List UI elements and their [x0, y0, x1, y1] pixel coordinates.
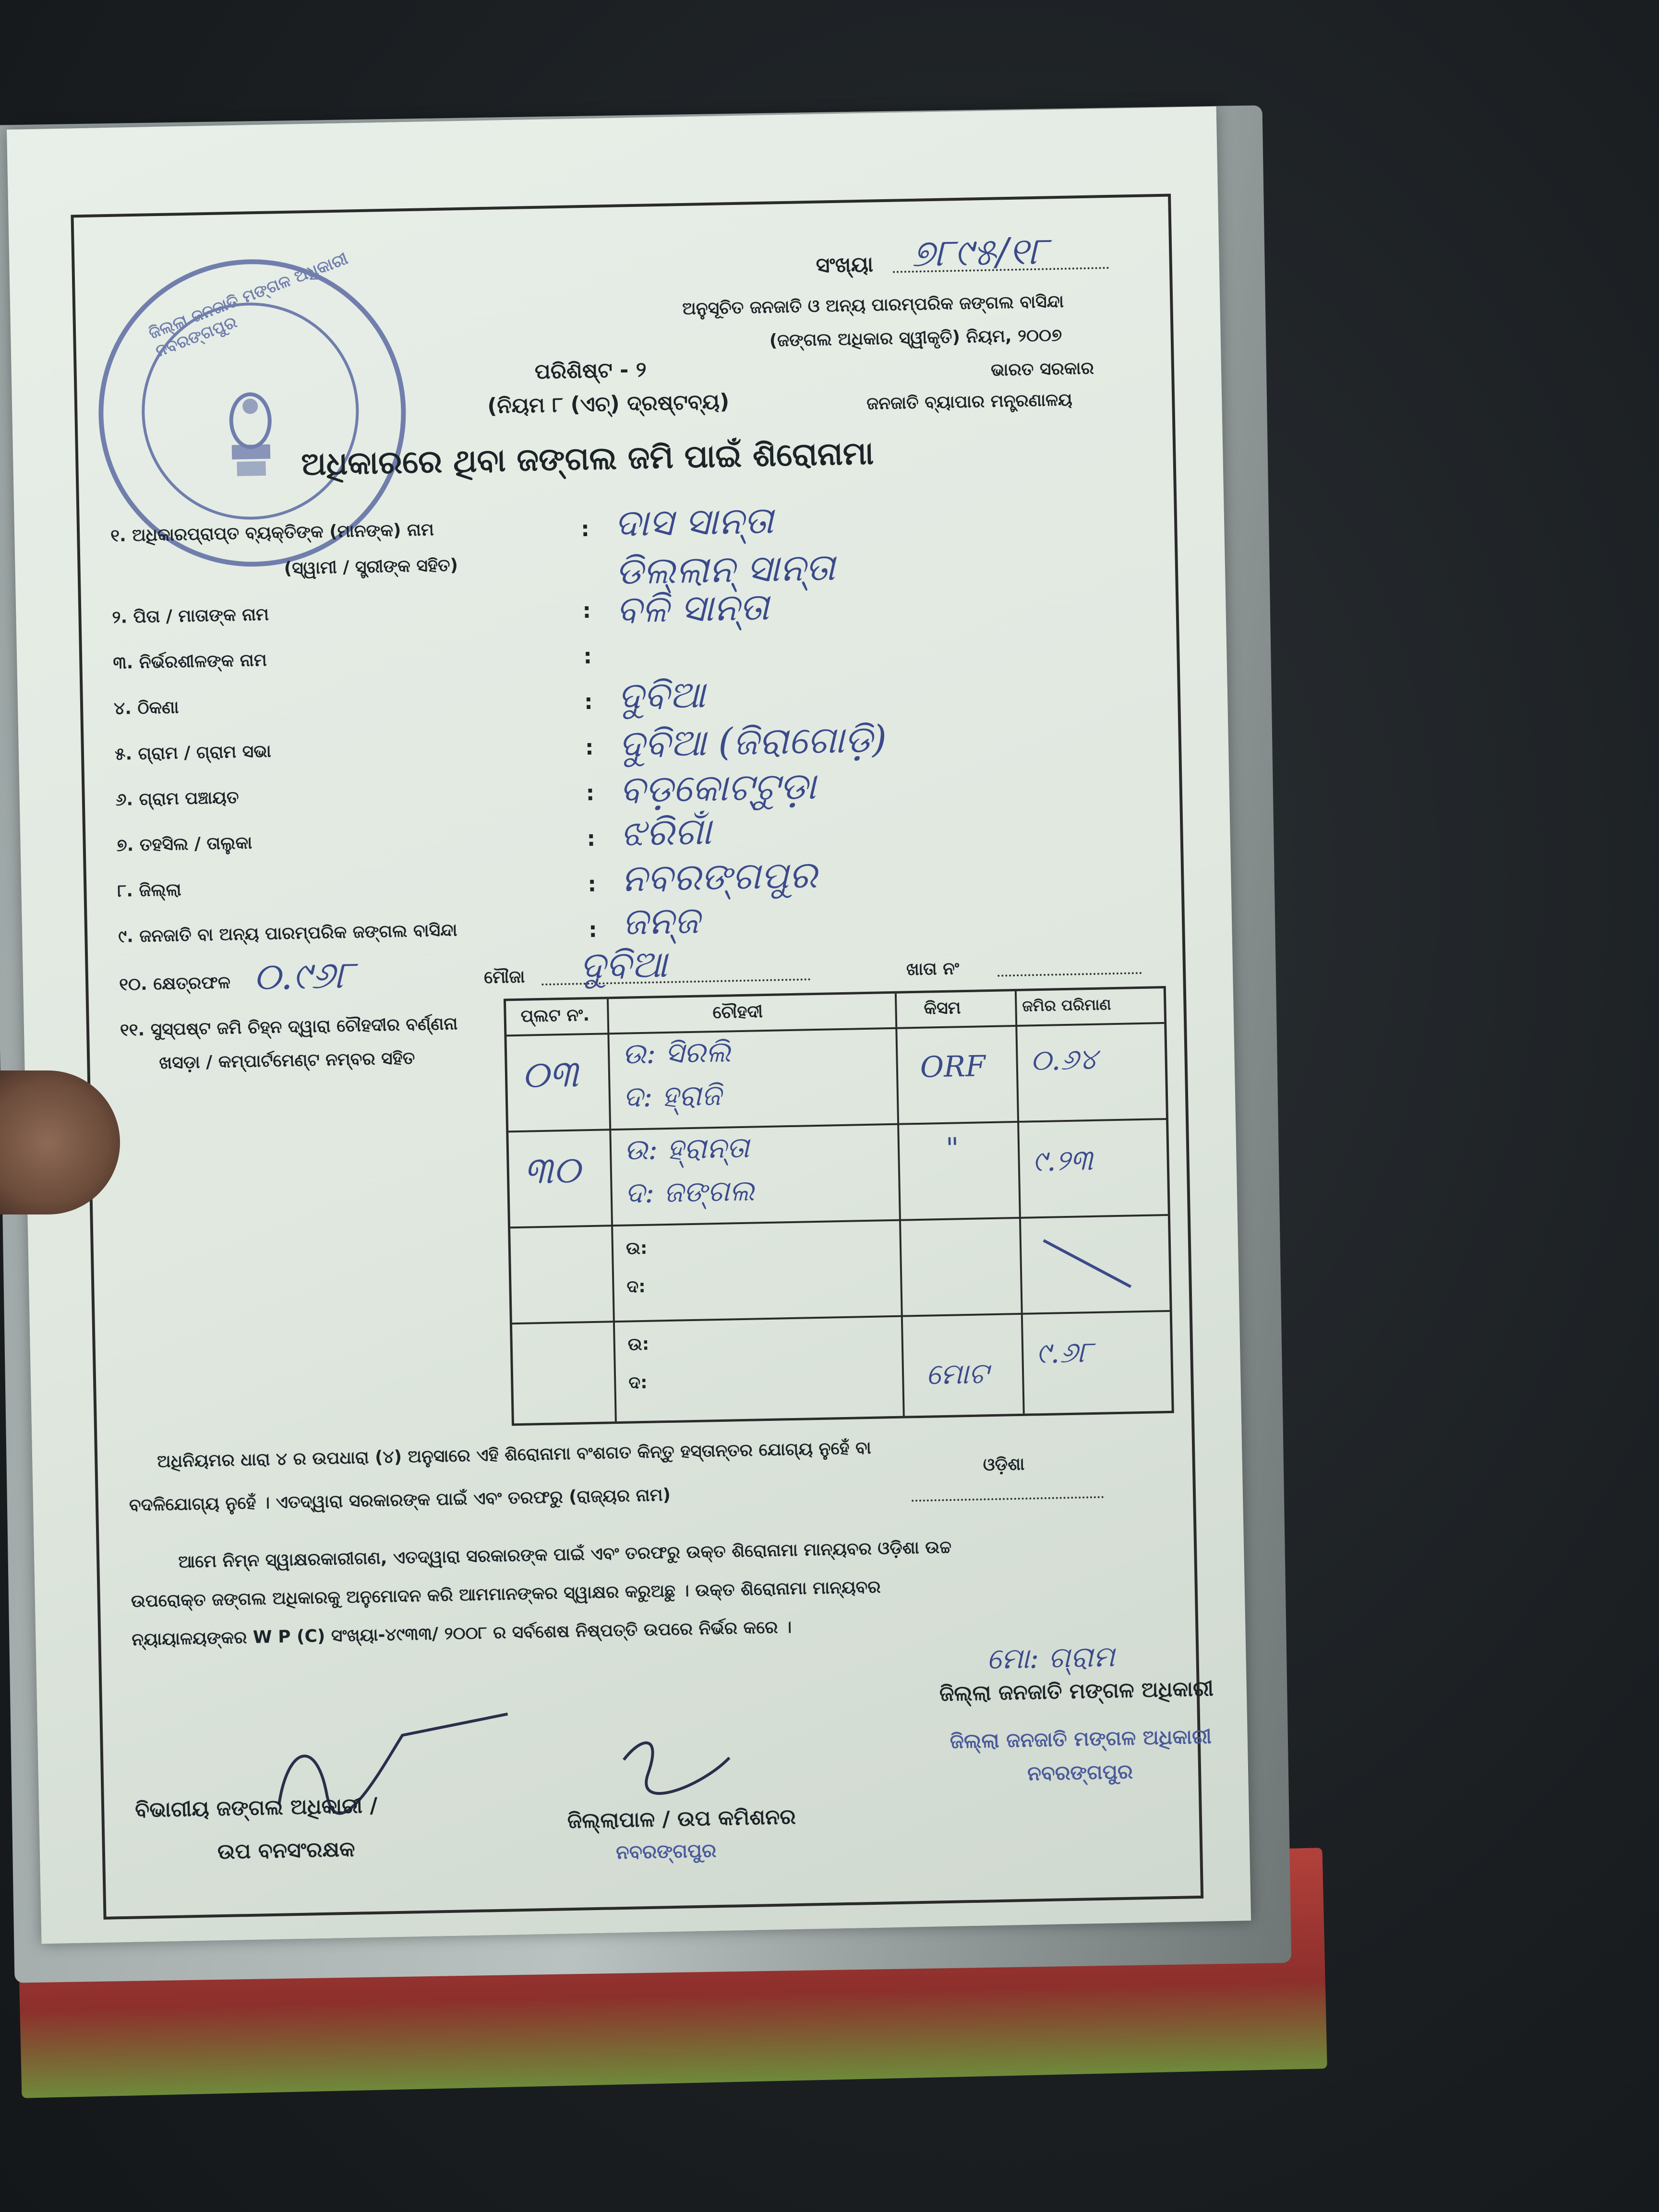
colon: : [587, 826, 596, 852]
government-label: ଭାରତ ସରକାର [990, 358, 1094, 380]
area-value: ୦.୯୬୮ [253, 953, 355, 999]
field-value-panchayat: ବଡ଼କୋଟ୍ଟୁଡ଼ା [619, 764, 817, 812]
table-header-kisam: କିସମ [924, 998, 961, 1019]
field-value-spouse: ଡିଲ୍ଲାନ୍ ସାନ୍ତା [615, 546, 836, 593]
field-label-parent: ୨. ପିତା / ମାତାଙ୍କ ନାମ [112, 604, 269, 627]
field-label-holder-name: ୧. ଅଧିକାରପ୍ରାପ୍ତ ବ୍ୟକ୍ତିଙ୍କ (ମାନଙ୍କ) ନାମ [110, 520, 434, 546]
title-certificate-card [7, 107, 1251, 1944]
table-row-2-north: ଉ: ହ୍ରାନ୍ତା [624, 1130, 750, 1167]
field-value-tehsil: ଝରିଗାଁ [620, 810, 712, 855]
table-col-divider [1015, 991, 1025, 1414]
table-row-1-area: ୦.୬୪ [1030, 1042, 1097, 1078]
strike-mark-icon [1038, 1229, 1136, 1298]
colon: : [580, 517, 590, 542]
table-row-2-area: ୯.୨୩ [1032, 1143, 1094, 1178]
khata-label: ଖାତା ନଂ [906, 959, 960, 980]
field-label-dependents: ୩. ନିର୍ଭରଶୀଳଙ୍କ ନାମ [112, 650, 267, 673]
table-header-plot: ପ୍ଲଟ ନଂ. [520, 1005, 590, 1026]
rule-reference: (ନିୟମ ୮ (ଏଚ୍) ଦ୍ରଷ୍ଟବ୍ୟ) [487, 389, 730, 419]
footer-para2-line1: ଆମେ ନିମ୍ନ ସ୍ୱାକ୍ଷରକାରୀଗଣ, ଏତଦ୍ୱାରା ସରକାରଙ୍କ ପାଇଁ ଏବଂ ତରଫରୁ ଉକ୍ତ ଶିରୋନାମା ମାନ୍ୟବର ଓଡ଼ିଶା ଉଚ୍ଚ [178, 1537, 952, 1572]
mouza-value: ଦୁବିଆ [579, 942, 668, 988]
signatory-right: ଜିଲ୍ଲା ଜନଜାତି ମଙ୍ଗଳ ଅଧିକାରୀ [939, 1676, 1214, 1707]
serial-label: ସଂଖ୍ୟା [816, 252, 874, 278]
table-row-1-plot: ୦୩ [521, 1052, 579, 1097]
footer-para1-line1: ଅଧିନିୟମର ଧାରା ୪ ର ଉପଧାରା (୪) ଅନୁସାରେ ଏହି ଶିରୋନାମା ବଂଶଗତ କିନ୍ତୁ ହସ୍ତାନ୍ତର ଯୋଗ୍ୟ ନୁହେଁ ବା [156, 1438, 872, 1472]
signatory-left-line2: ଉପ ବନସଂରକ୍ଷକ [217, 1837, 356, 1864]
table-row-1-south: ଦ: ହ୍ରାଜି [623, 1078, 722, 1114]
field-value-tribe: ଜନ୍ଜ [622, 899, 700, 944]
middle-stamp-text: ନବରଙ୍ଗପୁର [615, 1839, 717, 1864]
table-header-divider [506, 1022, 1164, 1036]
table-header-area: ଜମିର ପରିମାଣ [1022, 995, 1111, 1015]
field-label-district: ୮. ଜିଲ୍ଲା [117, 880, 182, 901]
field-label-tribe: ୯. ଜନଜାତି ବା ଅନ୍ୟ ପାରମ୍ପରିକ ଜଙ୍ଗଲ ବାସିନ୍ଦା [118, 920, 457, 947]
seal-ring-text: ଜିଲ୍ଲା ଜନଜାତି ମଙ୍ଗଳ ଅଧିକାରୀ ନବରଙ୍ଗପୁର [146, 249, 351, 361]
table-row-divider [512, 1310, 1170, 1324]
serial-value: ୭୮୯୫/୧୮ [911, 229, 1048, 276]
colon: : [585, 735, 594, 760]
field-value-parent: ବଳି ସାନ୍ତା [615, 585, 769, 632]
footer-para1-line2: ବଦଳିଯୋଗ୍ୟ ନୁହେଁ । ଏତଦ୍ୱାରା ସରକାରଙ୍କ ପାଇଁ ଏବଂ ତରଫରୁ (ରାଜ୍ୟର ନାମ) [129, 1485, 671, 1515]
colon: : [584, 689, 593, 715]
boundary-label-line2: ଖସଡ଼ା / କମ୍ପାର୍ଟମେଣ୍ଟ ନମ୍ବର ସହିତ [158, 1048, 415, 1073]
footer-para2-line2: ଉପରୋକ୍ତ ଜଙ୍ଗଲ ଅଧିକାରକୁ ଅନୁମୋଦନ କରି ଆମମାନଙ୍କର ସ୍ୱାକ୍ଷର କରୁଅଛୁ । ଉକ୍ତ ଶିରୋନାମା ମାନ୍ୟବର [131, 1577, 881, 1611]
colon: : [586, 781, 595, 806]
table-row-divider [510, 1214, 1168, 1228]
right-stamp-line1: ଜିଲ୍ଲା ଜନଜାତି ମଙ୍ଗଳ ଅଧିକାରୀ [950, 1724, 1212, 1753]
colon: : [582, 598, 591, 624]
table-row-4-south: ଦ: [628, 1372, 648, 1393]
right-stamp-line2: ନବରଙ୍ଗପୁର [1027, 1759, 1133, 1785]
table-row-1-north: ଉ: ସିରଲି [622, 1035, 731, 1071]
table-row-4-kisam: ମୋଟ [926, 1357, 989, 1392]
table-row-2-kisam: " [945, 1131, 960, 1166]
field-label-tehsil: ୭. ତହସିଲ / ତାଲୁକା [116, 833, 252, 855]
field-value-holder-name: ଦାସ ସାନ୍ତା [614, 499, 774, 545]
field-value-village: ଦୁବିଆ (ଜିରାଗୋଡ଼ି) [618, 718, 888, 766]
colon: : [588, 917, 598, 943]
area-label: ୧୦. କ୍ଷେତ୍ରଫଳ [119, 973, 231, 995]
colon: : [587, 872, 597, 897]
table-row-3-north: ଉ: [625, 1238, 648, 1259]
national-emblem-icon [221, 377, 280, 483]
field-label-spouse: (ସ୍ୱାମୀ / ସ୍ତ୍ରୀଙ୍କ ସହିତ) [284, 555, 458, 579]
table-row-3-south: ଦ: [626, 1276, 646, 1297]
field-value-district: ନବରଙ୍ଗପୁର [621, 853, 818, 901]
state-value: ଓଡ଼ିଶା [983, 1454, 1025, 1475]
table-row-2-south: ଦ: ଜଙ୍ଗଲ [625, 1174, 755, 1210]
table-header-boundary: ଚୌହଦୀ [712, 1002, 763, 1023]
act-line-2: (ଜଙ୍ଗଲ ଅଧିକାର ସ୍ୱୀକୃତି) ନିୟମ, ୨୦୦୭ [769, 325, 1062, 351]
table-row-divider [508, 1118, 1166, 1132]
footer-para2-line3: ନ୍ୟାୟାଳୟଙ୍କର W P (C) ସଂଖ୍ୟା-୪୯୩୩/ ୨୦୦୮ ର ସର୍ବଶେଷ ନିଷ୍ପତ୍ତି ଉପରେ ନିର୍ଭର କରେ । [132, 1617, 792, 1650]
table-row-2-plot: ୩୦ [523, 1148, 581, 1193]
field-label-panchayat: ୬. ଗ୍ରାମ ପଞ୍ଚାୟତ [115, 787, 239, 810]
table-row-4-north: ଉ: [627, 1334, 649, 1355]
table-row-1-kisam: ORF [920, 1049, 986, 1084]
field-label-address: ୪. ଠିକଣା [113, 697, 179, 719]
mouza-label: ମୌଜା [483, 967, 525, 988]
signatory-middle: ଜିଲ୍ଲାପାଳ / ଉପ କମିଶନର [567, 1804, 796, 1834]
field-label-village: ୫. ଗ୍ରାମ / ଗ୍ରାମ ସଭା [114, 741, 272, 764]
ministry-label: ଜନଜାତି ବ୍ୟାପାର ମନ୍ତ୍ରଣାଳୟ [866, 390, 1073, 414]
document-title: ଅଧିକାରରେ ଥିବା ଜଙ୍ଗଲ ଜମି ପାଇଁ ଶିରୋନାମା [301, 434, 874, 483]
act-line-1: ଅନୁସୂଚିତ ଜନଜାତି ଓ ଅନ୍ୟ ପାରମ୍ପରିକ ଜଙ୍ଗଲ ବାସିନ୍ଦା [682, 291, 1064, 319]
table-row-4-area: ୯.୬୮ [1035, 1335, 1093, 1370]
field-value-address: ଦୁବିଆ [617, 673, 706, 718]
boundary-label-line1: ୧୧. ସୁସ୍ପଷ୍ଟ ଜମି ଚିହ୍ନ ଦ୍ୱାରା ଚୌହଦୀର ବର୍ଣ୍ଣନା [120, 1014, 458, 1040]
boundary-table [504, 986, 1174, 1426]
signatory-left-line1: ବିଭାଗୀୟ ଜଙ୍ଗଲ ଅଧିକାରୀ / [134, 1793, 378, 1823]
table-col-divider [607, 999, 617, 1421]
colon: : [583, 644, 592, 669]
annexure-label: ପରିଶିଷ୍ଟ - ୨ [534, 357, 647, 384]
signature-welfare-officer: ମୋ: ଗ୍ରାମ [986, 1640, 1115, 1676]
table-col-divider [895, 994, 905, 1416]
